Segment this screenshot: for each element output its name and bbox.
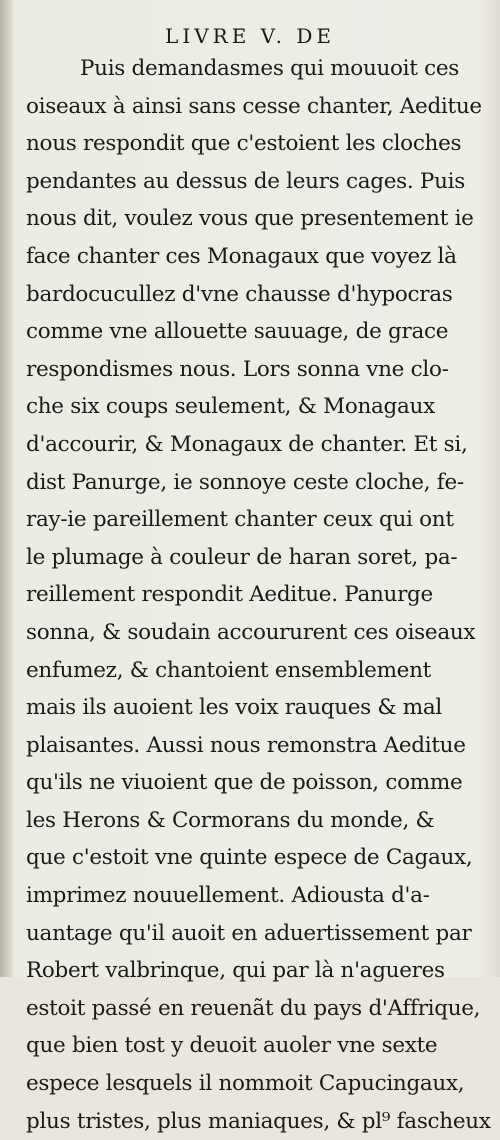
text-line: les Herons & Cormorans du monde, & — [26, 807, 435, 833]
text-line: comme vne allouette sauuage, de grace — [26, 319, 449, 345]
text-line: che six coups seulement, & Monagaux — [26, 394, 435, 420]
text-line: qu'ils ne viuoient que de poisson, comme — [26, 770, 463, 796]
text-line: mais ils auoient les voix rauques & mal — [26, 695, 442, 721]
text-line: le plumage à couleur de haran soret, pa- — [26, 544, 458, 570]
text-line: que c'estoit vne quinte espece de Cagaux, — [26, 845, 473, 871]
text-line: plaisantes. Aussi nous remonstra Aeditue — [26, 732, 466, 758]
text-line: espece lesquels il nommoit Capucingaux, — [26, 1071, 465, 1097]
text-line: face chanter ces Monagaux que voyez là — [26, 243, 457, 269]
text-line: oiseaux à ainsi sans cesse chanter, Aeditue — [26, 93, 482, 119]
text-line: Robert valbrinque, qui par là n'agueres — [26, 958, 445, 984]
text-line: reillement respondit Aeditue. Panurge — [26, 582, 433, 608]
text-line: nous respondit que c'estoient les cloches — [26, 131, 462, 157]
text-line: ray-ie pareillement chanter ceux qui ont — [26, 507, 454, 533]
text-line: d'accourir, & Monagaux de chanter. Et si, — [26, 431, 468, 457]
text-line: enfumez, & chantoient ensemblement — [26, 657, 431, 683]
text-line: bardocucullez d'vne chausse d'hypocras — [26, 281, 453, 307]
text-line: imprimez nouuellement. Adiousta d'a- — [26, 883, 430, 909]
text-line: sonna, & soudain accoururent ces oiseaux — [26, 619, 476, 645]
text-line: nous dit, voulez vous que presentement ie — [26, 206, 474, 232]
running-header: LIVRE V. DE — [165, 24, 335, 48]
text-line: dist Panurge, ie sonnoye ceste cloche, fe- — [26, 469, 464, 495]
page-gutter-shadow — [0, 0, 14, 977]
text-line: que bien tost y deuoit auoler vne sexte — [26, 1033, 438, 1059]
text-line: plus tristes, plus maniaques, & pl⁹ fascheux — [26, 1108, 491, 1134]
text-line: estoit passé en reuenãt du pays d'Affrique, — [26, 995, 481, 1021]
text-line: Puis demandasmes qui mouuoit ces — [80, 56, 460, 81]
text-line: pendantes au dessus de leurs cages. Puis — [26, 168, 465, 194]
text-line: respondismes nous. Lors sonna vne clo- — [26, 356, 449, 382]
text-line: uantage qu'il auoit en aduertissement par — [26, 920, 472, 946]
